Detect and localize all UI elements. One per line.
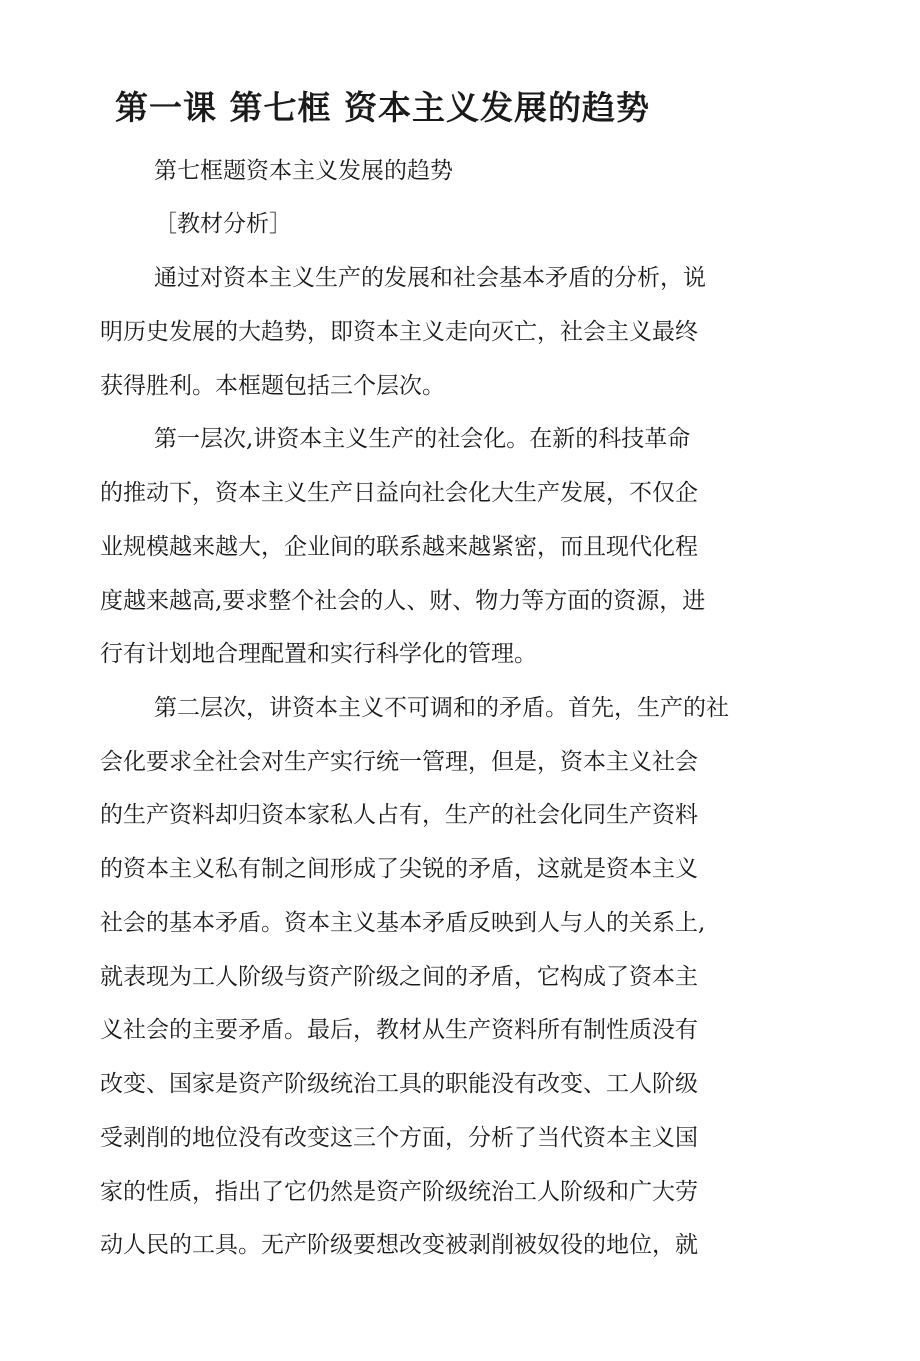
paragraph-line: 通过对资本主义生产的发展和社会基本矛盾的分析，说 [154,265,706,291]
paragraph-line: 的推动下，资本主义生产日益向社会化大生产发展，不仅企 [100,480,698,506]
paragraph-line: 动人民的工具。无产阶级要想改变被剥削被奴役的地位，就 [100,1232,698,1258]
page-title: 第一课 第七框 资本主义发展的趋势 [115,88,650,127]
paragraph-line: 的生产资料却归资本家私人占有，生产的社会化同生产资料 [100,802,698,828]
paragraph-line: 业规模越来越大，企业间的联系越来越紧密，而且现代化程 [100,534,698,560]
section-heading: ［教材分析］ [154,211,292,237]
paragraph-line: 行有计划地合理配置和实行科学化的管理。 [100,641,537,667]
paragraph-line: 获得胜利。本框题包括三个层次。 [100,373,445,399]
paragraph-line: 改变、国家是资产阶级统治工具的职能没有改变、工人阶级 [100,1071,698,1097]
paragraph-line: 第一层次,讲资本主义生产的社会化。在新的科技革命 [154,426,691,452]
paragraph-line: 会化要求全社会对生产实行统一管理，但是，资本主义社会 [100,749,698,775]
subtitle-line: 第七框题资本主义发展的趋势 [154,158,453,184]
paragraph-line: 受剥削的地位没有改变这三个方面，分析了当代资本主义国 [100,1125,698,1151]
paragraph-line: 家的性质，指出了它仍然是资产阶级统治工人阶级和广大劳 [100,1179,698,1205]
paragraph-line: 义社会的主要矛盾。最后，教材从生产资料所有制性质没有 [100,1017,698,1043]
paragraph-line: 的资本主义私有制之间形成了尖锐的矛盾，这就是资本主义 [100,856,698,882]
paragraph-line: 明历史发展的大趋势，即资本主义走向灭亡，社会主义最终 [100,319,698,345]
paragraph-line: 度越来越高,要求整个社会的人、财、物力等方面的资源，进 [100,588,706,614]
paragraph-line: 就表现为工人阶级与资产阶级之间的矛盾，它构成了资本主 [100,964,698,990]
paragraph-line: 社会的基本矛盾。资本主义基本矛盾反映到人与人的关系上, [100,910,706,936]
paragraph-line: 第二层次，讲资本主义不可调和的矛盾。首先，生产的社 [154,695,729,721]
